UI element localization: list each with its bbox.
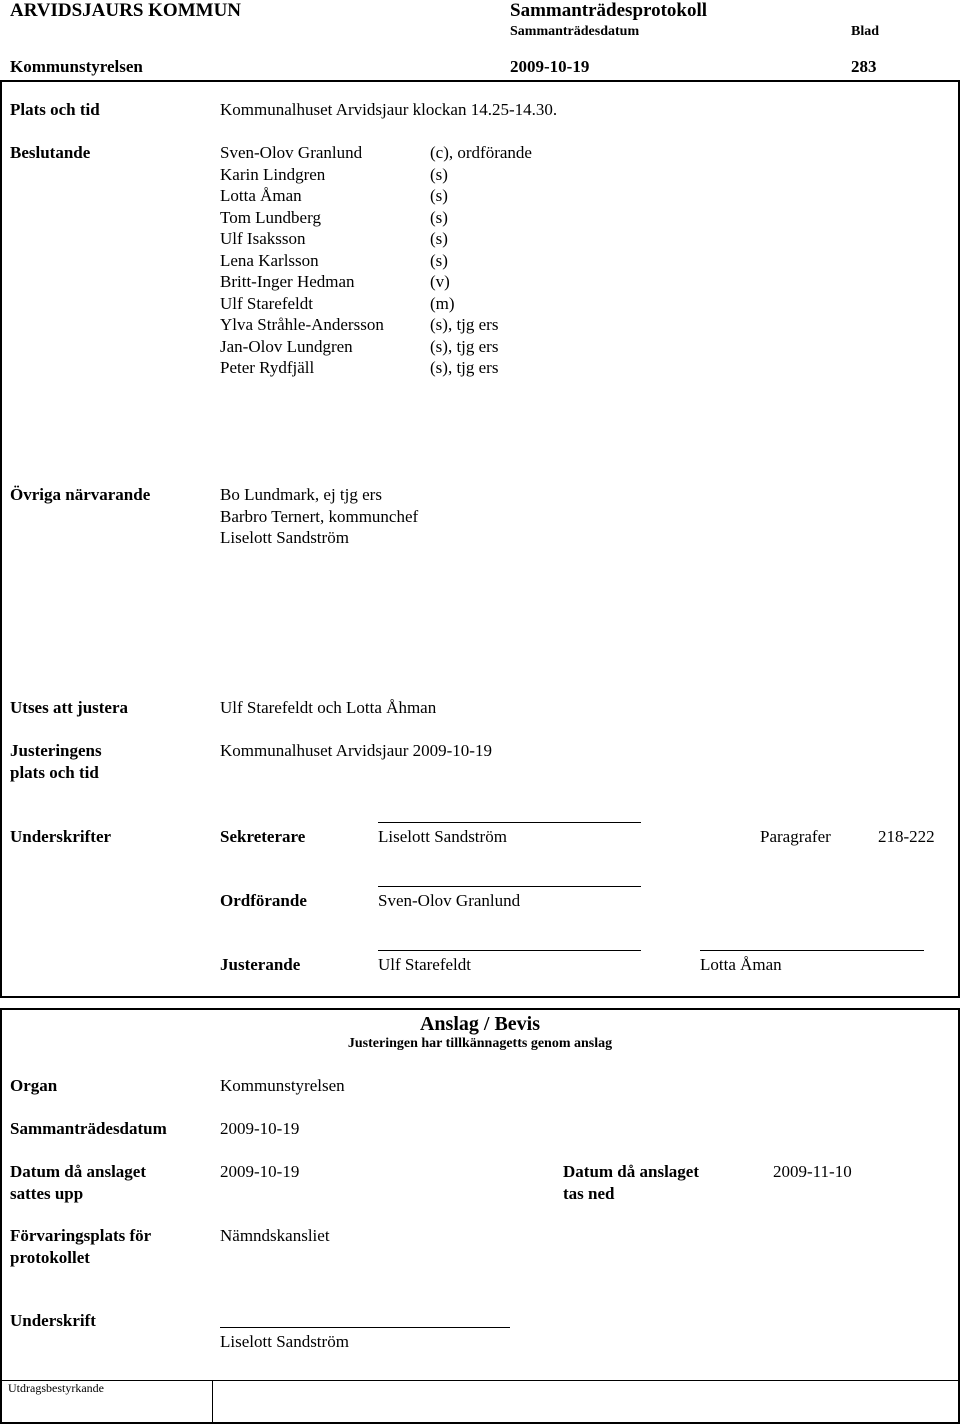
decision-makers-label: Beslutande	[10, 143, 91, 162]
member-name: Sven-Olov Granlund	[220, 143, 363, 162]
document-type: Sammanträdesprotokoll	[510, 0, 708, 21]
adjuster-label: Justerande	[220, 955, 301, 974]
notice-signature-line	[220, 1327, 510, 1328]
chair-name: Sven-Olov Granlund	[378, 891, 521, 910]
notice-meeting-date-label: Sammanträdesdatum	[10, 1119, 167, 1138]
storage-label: Förvaringsplats för	[10, 1226, 152, 1245]
member-party-role: (s)	[430, 164, 448, 184]
storage-label-2: protokollet	[10, 1248, 90, 1267]
protocol-box	[0, 80, 960, 998]
member-name: Karin Lindgren	[220, 164, 326, 184]
member-party-role: (m)	[430, 293, 455, 313]
paragraphs-label: Paragrafer	[760, 827, 831, 846]
adjust-place-value: Kommunalhuset Arvidsjaur 2009-10-19	[220, 741, 492, 760]
chair-label: Ordförande	[220, 891, 307, 910]
member-name: Ylva Stråhle-Andersson	[220, 315, 384, 334]
member-name: Britt-Inger Hedman	[220, 272, 355, 291]
adjuster-2-name: Lotta Åman	[700, 955, 782, 974]
removed-date-label: Datum då anslaget	[563, 1162, 700, 1181]
chair-signature-line	[378, 886, 641, 887]
member-party-role: (s), tjg ers	[430, 336, 499, 356]
adjuster-2-signature-line	[700, 950, 924, 951]
paragraphs-value: 218-222	[878, 827, 935, 846]
member-name: Ulf Isaksson	[220, 229, 306, 248]
adjuster-1-name: Ulf Starefeldt	[378, 955, 471, 974]
extract-cell-divider	[212, 1380, 213, 1424]
member-party-role: (s)	[430, 207, 448, 227]
others-present-item: Bo Lundmark, ej tjg ers	[220, 485, 382, 504]
posted-date-label: Datum då anslaget	[10, 1162, 147, 1181]
signatures-label: Underskrifter	[10, 827, 112, 846]
others-present-item: Barbro Ternert, kommunchef	[220, 507, 419, 526]
member-name: Ulf Starefeldt	[220, 293, 313, 313]
member-party-role: (v)	[430, 272, 450, 291]
others-present-item: Liselott Sandström	[220, 528, 349, 547]
organ-label: Organ	[10, 1076, 58, 1095]
notice-box	[0, 1008, 960, 1424]
member-name: Lena Karlsson	[220, 250, 319, 270]
notice-title: Anslag / Bevis	[419, 1013, 541, 1035]
member-party-role: (s)	[430, 229, 448, 248]
others-present-label: Övriga närvarande	[10, 485, 151, 504]
secretary-signature-line	[378, 822, 641, 823]
page-number: 283	[851, 57, 877, 76]
member-party-role: (s)	[430, 250, 448, 270]
organ-value: Kommunstyrelsen	[220, 1076, 345, 1095]
organization-name: ARVIDSJAURS KOMMUN	[10, 0, 242, 21]
removed-date-label-2: tas ned	[563, 1184, 615, 1203]
extract-divider	[0, 1380, 960, 1381]
member-name: Lotta Åman	[220, 186, 302, 205]
member-name: Tom Lundberg	[220, 207, 321, 227]
member-party-role: (c), ordförande	[430, 143, 532, 162]
place-label: Plats och tid	[10, 100, 100, 119]
adjust-place-label-2: plats och tid	[10, 763, 99, 782]
place-value: Kommunalhuset Arvidsjaur klockan 14.25-14.30.	[220, 100, 558, 119]
adjuster-1-signature-line	[378, 950, 641, 951]
member-name: Peter Rydfjäll	[220, 358, 315, 377]
adjust-value: Ulf Starefeldt och Lotta Åhman	[220, 698, 437, 717]
meeting-date: 2009-10-19	[510, 57, 590, 76]
extract-label: Utdragsbestyrkande	[8, 1381, 104, 1395]
member-party-role: (s)	[430, 186, 448, 205]
removed-date-value: 2009-11-10	[773, 1162, 852, 1181]
notice-subtitle: Justeringen har tillkännagetts genom anslag	[347, 1036, 613, 1051]
member-name: Jan-Olov Lundgren	[220, 336, 353, 356]
storage-value: Nämndskansliet	[220, 1226, 330, 1245]
notice-meeting-date-value: 2009-10-19	[220, 1119, 300, 1138]
secretary-name: Liselott Sandström	[378, 827, 507, 846]
posted-date-label-2: sattes upp	[10, 1184, 84, 1203]
committee-name: Kommunstyrelsen	[10, 57, 143, 76]
member-party-role: (s), tjg ers	[430, 358, 499, 377]
adjust-label: Utses att justera	[10, 698, 129, 717]
posted-date-value: 2009-10-19	[220, 1162, 300, 1181]
page-header-label: Blad	[851, 24, 880, 39]
member-party-role: (s), tjg ers	[430, 315, 499, 334]
date-header-label: Sammanträdesdatum	[510, 24, 640, 39]
notice-signature-label: Underskrift	[10, 1311, 96, 1330]
notice-signature-name: Liselott Sandström	[220, 1332, 349, 1351]
secretary-label: Sekreterare	[220, 827, 306, 846]
adjust-place-label: Justeringens	[10, 741, 102, 760]
